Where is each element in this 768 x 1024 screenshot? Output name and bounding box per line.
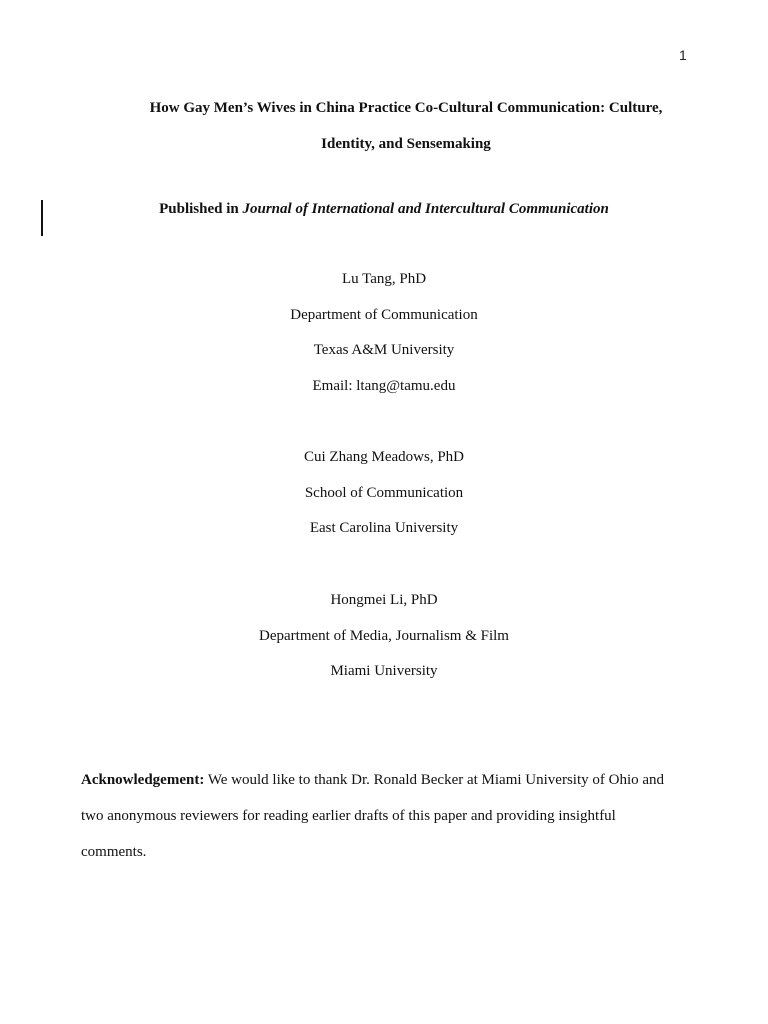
- author-institution: Texas A&M University: [313, 342, 455, 358]
- author-department: Department of Media, Journalism & Film: [259, 627, 509, 644]
- paper-title-line-1: How Gay Men’s Wives in China Practice Co-Cultural Communication: Culture,: [149, 100, 663, 116]
- acknowledgement-text-1: We would like to thank Dr. Ronald Becker at Miami University of Ohio and: [207, 772, 665, 788]
- page-number: 1: [679, 47, 687, 63]
- publication-prefix: Published in: [159, 201, 239, 217]
- author-department: Department of Communication: [290, 306, 478, 323]
- author-block-1: [80, 262, 688, 404]
- author-block-2: [80, 440, 688, 547]
- author-block-3: [80, 583, 688, 690]
- revision-change-bar: [41, 200, 43, 236]
- author-email: Email: ltang@tamu.edu: [312, 377, 456, 394]
- acknowledgement-label: Acknowledgement:: [81, 772, 205, 788]
- paper-title: [80, 90, 732, 162]
- acknowledgement-paragraph: [81, 762, 696, 870]
- journal-name: Journal of International and Intercultural Communication: [242, 201, 609, 217]
- acknowledgement-line-1: [81, 762, 696, 798]
- author-name: Hongmei Li, PhD: [330, 592, 438, 608]
- publication-note: [80, 198, 688, 220]
- paper-title-line-2: Identity, and Sensemaking: [321, 136, 491, 152]
- acknowledgement-line-2: two anonymous reviewers for reading earlier drafts of this paper and providing insightful: [81, 808, 616, 824]
- author-institution: Miami University: [330, 663, 438, 679]
- author-name: Cui Zhang Meadows, PhD: [304, 449, 464, 465]
- author-department: School of Communication: [304, 484, 464, 501]
- author-institution: East Carolina University: [309, 520, 459, 536]
- author-name: Lu Tang, PhD: [341, 271, 427, 287]
- acknowledgement-line-3: comments.: [81, 844, 147, 860]
